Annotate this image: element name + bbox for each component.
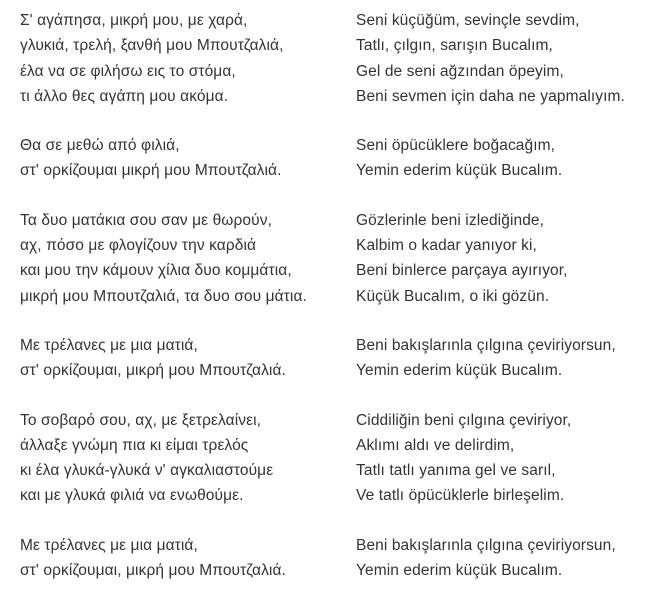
- lyric-line: και με γλυκά φιλιά να ενωθούμε.: [20, 487, 244, 505]
- translation-line: Beni bakışlarınla çılgına çeviriyorsun,: [356, 536, 616, 554]
- lyric-line: γλυκιά, τρελή, ξανθή μου Μπουτζαλιά,: [20, 37, 284, 55]
- translation-line: Beni bakışlarınla çılgına çeviriyorsun,: [356, 336, 616, 354]
- translation-line: Ciddiliğin beni çılgına çeviriyor,: [356, 411, 572, 429]
- translation-line: Gözlerinle beni izlediğinde,: [356, 211, 545, 229]
- turkish-stanza: [356, 208, 646, 309]
- translation-line: Kalbim o kadar yanıyor ki,: [356, 237, 537, 255]
- translation-line: Küçük Bucalım, o iki gözün.: [356, 287, 550, 305]
- translation-line: Tatlı, çılgın, sarışın Bucalım,: [356, 37, 553, 55]
- translation-line: Yemin ederim küçük Bucalım.: [356, 362, 563, 380]
- turkish-lyrics-column: [356, 8, 646, 607]
- lyric-line: Με τρέλανες με μια ματιά,: [20, 336, 198, 354]
- translation-line: Yemin ederim küçük Bucalım.: [356, 162, 563, 180]
- turkish-stanza: [356, 333, 646, 384]
- lyric-line: Το σοβαρό σου, αχ, με ξετρελαίνει,: [20, 411, 262, 429]
- lyric-line: άλλαξε γνώμη πια κι είμαι τρελός: [20, 436, 249, 454]
- lyric-line: Με τρέλανες με μια ματιά,: [20, 536, 198, 554]
- turkish-stanza: [356, 533, 646, 584]
- translation-line: Beni binlerce parçaya ayırıyor,: [356, 262, 568, 280]
- translation-line: Yemin ederim küçük Bucalım.: [356, 562, 563, 580]
- translation-line: Ve tatlı öpücüklerle birleşelim.: [356, 487, 565, 505]
- greek-stanza: [20, 408, 350, 509]
- translation-line: Gel de seni ağzından öpeyim,: [356, 62, 564, 80]
- lyric-line: Σ' αγάπησα, μικρή μου, με χαρά,: [20, 12, 248, 29]
- lyric-line: τι άλλο θες αγάπη μου ακόμα.: [20, 87, 229, 105]
- greek-stanza: [20, 208, 350, 309]
- lyric-line: έλα να σε φιλήσω εις το στόμα,: [20, 62, 236, 80]
- lyric-line: κι έλα γλυκά-γλυκά ν' αγκαλιαστούμε: [20, 462, 274, 480]
- translation-line: Beni sevmen için daha ne yapmalıyım.: [356, 87, 625, 105]
- lyric-line: Θα σε μεθώ από φιλιά,: [20, 137, 180, 155]
- translation-line: Seni öpücüklere boğacağım,: [356, 137, 556, 155]
- lyric-line: και μου την κάμουν χίλια δυο κομμάτια,: [20, 262, 292, 280]
- translation-line: Seni küçüğüm, sevinçle sevdim,: [356, 12, 580, 29]
- lyric-line: αχ, πόσο με φλογίζουν την καρδιά: [20, 237, 257, 255]
- translation-line: Tatlı tatlı yanıma gel ve sarıl,: [356, 462, 556, 480]
- greek-lyrics-column: [20, 8, 350, 607]
- turkish-stanza: [356, 133, 646, 184]
- translation-line: Aklımı aldı ve delirdim,: [356, 436, 515, 454]
- greek-stanza: [20, 333, 350, 384]
- lyric-line: στ' ορκίζουμαι, μικρή μου Μπουτζαλιά.: [20, 562, 286, 580]
- turkish-stanza: [356, 8, 646, 109]
- lyric-line: μικρή μου Μπουτζαλιά, τα δυο σου μάτια.: [20, 287, 307, 305]
- lyric-line: Τα δυο ματάκια σου σαν με θωρούν,: [20, 211, 272, 229]
- turkish-stanza: [356, 408, 646, 509]
- greek-stanza: [20, 133, 350, 184]
- greek-stanza: [20, 8, 350, 109]
- greek-stanza: [20, 533, 350, 584]
- lyric-line: στ' ορκίζουμαι μικρή μου Μπουτζαλιά.: [20, 162, 282, 180]
- lyric-line: στ' ορκίζουμαι, μικρή μου Μπουτζαλιά.: [20, 362, 286, 380]
